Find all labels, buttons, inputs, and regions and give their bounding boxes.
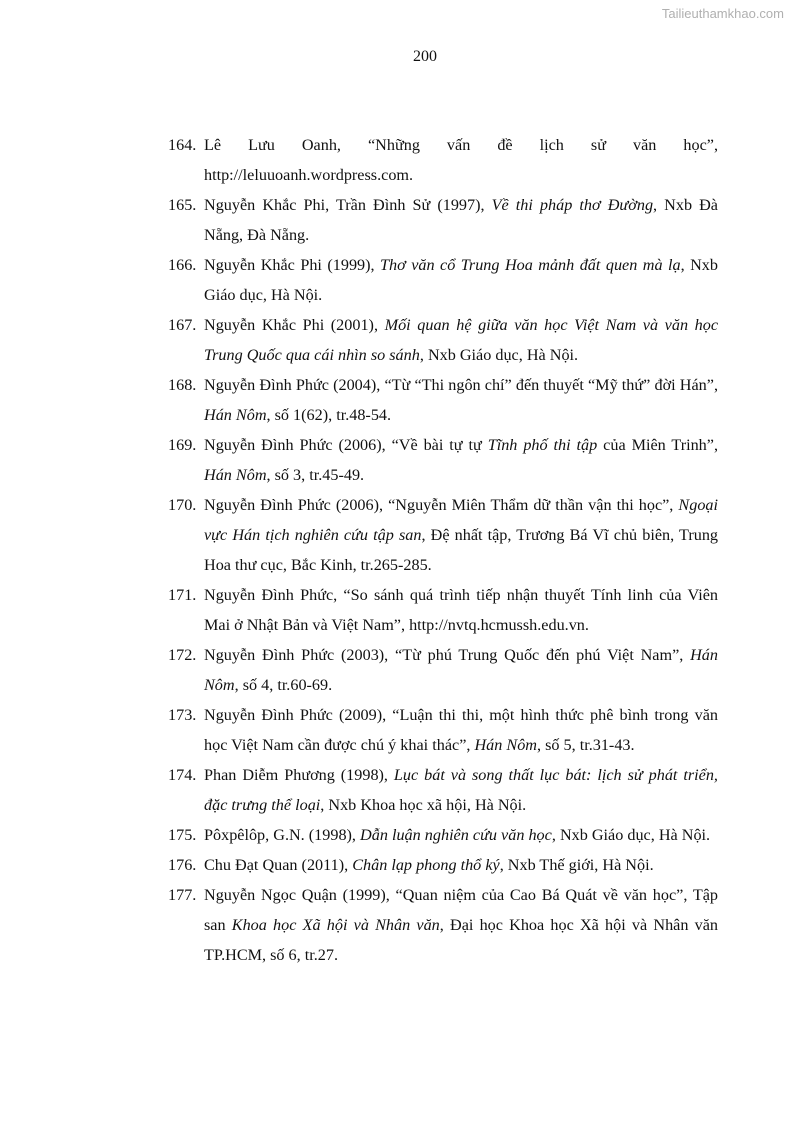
reference-text: [204, 820, 718, 850]
reference-number: 169.: [168, 436, 197, 454]
reference-title-italic: Hán Nôm: [204, 466, 267, 484]
reference-segment: Nguyễn Đình Phức, “So sánh quá trình tiếp nhận thuyết Tính linh của Viên Mai ở Nhật Bản và Việt Nam”, http://nvtq.hcmussh.edu.vn.: [204, 586, 718, 634]
reference-segment: , Nxb Giáo dục, Hà Nội.: [419, 346, 579, 364]
reference-text: [204, 880, 718, 970]
reference-segment: Nguyễn Đình Phức (2006), “Về bài tự tự: [204, 436, 488, 454]
reference-text: [204, 700, 718, 760]
reference-title-italic: Chân lạp phong thổ ký: [352, 856, 500, 874]
reference-number: 165.: [168, 196, 197, 214]
reference-number: 166.: [168, 256, 197, 274]
reference-segment: , Nxb Giáo dục, Hà Nội.: [551, 826, 711, 844]
reference-segment: , số 4, tr.60-69.: [234, 676, 333, 694]
reference-segment: , Đại học Khoa học Xã hội và Nhân văn TP.HCM, số 6, tr.27.: [204, 916, 719, 964]
reference-number: 177.: [168, 886, 197, 904]
reference-title-italic: Thơ văn cổ Trung Hoa mảnh đất quen mà lạ: [380, 256, 681, 274]
reference-segment: Nguyễn Đình Phức (2006), “Nguyễn Miên Thẩm dữ thần vận thi học”,: [204, 496, 679, 514]
reference-text: [204, 190, 718, 250]
reference-segment: Nguyễn Khắc Phi, Trần Đình Sử (1997),: [204, 196, 492, 214]
reference-title-italic: Hán Nôm: [204, 646, 718, 694]
reference-segment: Nguyễn Khắc Phi (2001),: [204, 316, 385, 334]
reference-segment: của Miên Trinh”,: [597, 436, 719, 454]
reference-number: 173.: [168, 706, 197, 724]
reference-title-italic: Về thi pháp thơ Đường: [491, 196, 654, 214]
reference-segment: , số 3, tr.45-49.: [266, 466, 365, 484]
reference-text: [204, 130, 718, 190]
reference-title-italic: Hán Nôm: [204, 406, 267, 424]
reference-title-italic: Tĩnh phố thi tập: [487, 436, 598, 454]
reference-number: 167.: [168, 316, 197, 334]
reference-text: [204, 490, 718, 580]
reference-text: [204, 580, 718, 640]
reference-text: [204, 850, 718, 880]
reference-segment: Lê Lưu Oanh, “Những vấn đề lịch sử văn học”, http://leluuoanh.wordpress.com.: [204, 136, 718, 184]
reference-text: [204, 430, 718, 490]
reference-item: [168, 820, 718, 850]
reference-text: [204, 640, 718, 700]
reference-item: [168, 580, 718, 640]
reference-number: 168.: [168, 376, 197, 394]
reference-segment: Nguyễn Đình Phức (2004), “Từ “Thi ngôn chí” đến thuyết “Mỹ thứ” đời Hán”,: [204, 376, 718, 394]
reference-text: [204, 310, 718, 370]
reference-text: [204, 760, 718, 820]
reference-title-italic: Dẫn luận nghiên cứu văn học: [360, 826, 552, 844]
reference-number: 164.: [168, 136, 197, 154]
reference-item: [168, 640, 718, 700]
reference-item: [168, 310, 718, 370]
reference-segment: , Nxb Đà Nẵng, Đà Nẵng.: [204, 196, 718, 244]
reference-segment: , Nxb Khoa học xã hội, Hà Nội.: [320, 796, 527, 814]
reference-title-italic: Lục bát và song thất lục bát: lịch sử phát triển, đặc trưng thể loại: [204, 766, 718, 814]
reference-segment: , Đệ nhất tập, Trương Bá Vĩ chủ biên, Trung Hoa thư cục, Bắc Kinh, tr.265-285.: [204, 526, 719, 574]
reference-segment: , Nxb Thế giới, Hà Nội.: [499, 856, 654, 874]
reference-item: [168, 190, 718, 250]
reference-item: [168, 430, 718, 490]
reference-segment: Nguyễn Ngọc Quận (1999), “Quan niệm của Cao Bá Quát về văn học”, Tập san: [204, 886, 718, 934]
reference-number: 170.: [168, 496, 197, 514]
reference-item: [168, 250, 718, 310]
reference-item: [168, 700, 718, 760]
reference-list: [168, 130, 718, 970]
reference-item: [168, 130, 718, 190]
reference-number: 174.: [168, 766, 197, 784]
reference-segment: Nguyễn Khắc Phi (1999),: [204, 256, 381, 274]
page-number: 200: [413, 48, 437, 65]
watermark: Tailieuthamkhao.com: [661, 6, 784, 21]
reference-item: [168, 880, 718, 970]
reference-item: [168, 850, 718, 880]
reference-title-italic: Khoa học Xã hội và Nhân văn: [231, 916, 440, 934]
reference-item: [168, 760, 718, 820]
reference-text: [204, 250, 718, 310]
reference-segment: Chu Đạt Quan (2011),: [204, 856, 353, 874]
reference-segment: , số 5, tr.31-43.: [536, 736, 635, 754]
reference-title-italic: Ngoại vực Hán tịch nghiên cứu tập san: [204, 496, 718, 544]
reference-text: [204, 370, 718, 430]
reference-title-italic: Hán Nôm: [474, 736, 537, 754]
reference-segment: Nguyễn Đình Phức (2003), “Từ phú Trung Quốc đến phú Việt Nam”,: [204, 646, 691, 664]
reference-number: 171.: [168, 586, 197, 604]
reference-segment: Phan Diễm Phương (1998),: [204, 766, 394, 784]
reference-number: 172.: [168, 646, 197, 664]
reference-segment: , Nxb Giáo dục, Hà Nội.: [204, 256, 718, 304]
reference-segment: , số 1(62), tr.48-54.: [266, 406, 392, 424]
reference-number: 176.: [168, 856, 197, 874]
reference-item: [168, 490, 718, 580]
reference-segment: Nguyễn Đình Phức (2009), “Luận thi thi, một hình thức phê bình trong văn học Việt Nam cần được chú ý khai thác”,: [204, 706, 718, 754]
reference-number: 175.: [168, 826, 197, 844]
reference-segment: Pôxpêlôp, G.N. (1998),: [204, 826, 361, 844]
reference-title-italic: Mối quan hệ giữa văn học Việt Nam và văn học Trung Quốc qua cái nhìn so sánh: [204, 316, 718, 364]
reference-item: [168, 370, 718, 430]
